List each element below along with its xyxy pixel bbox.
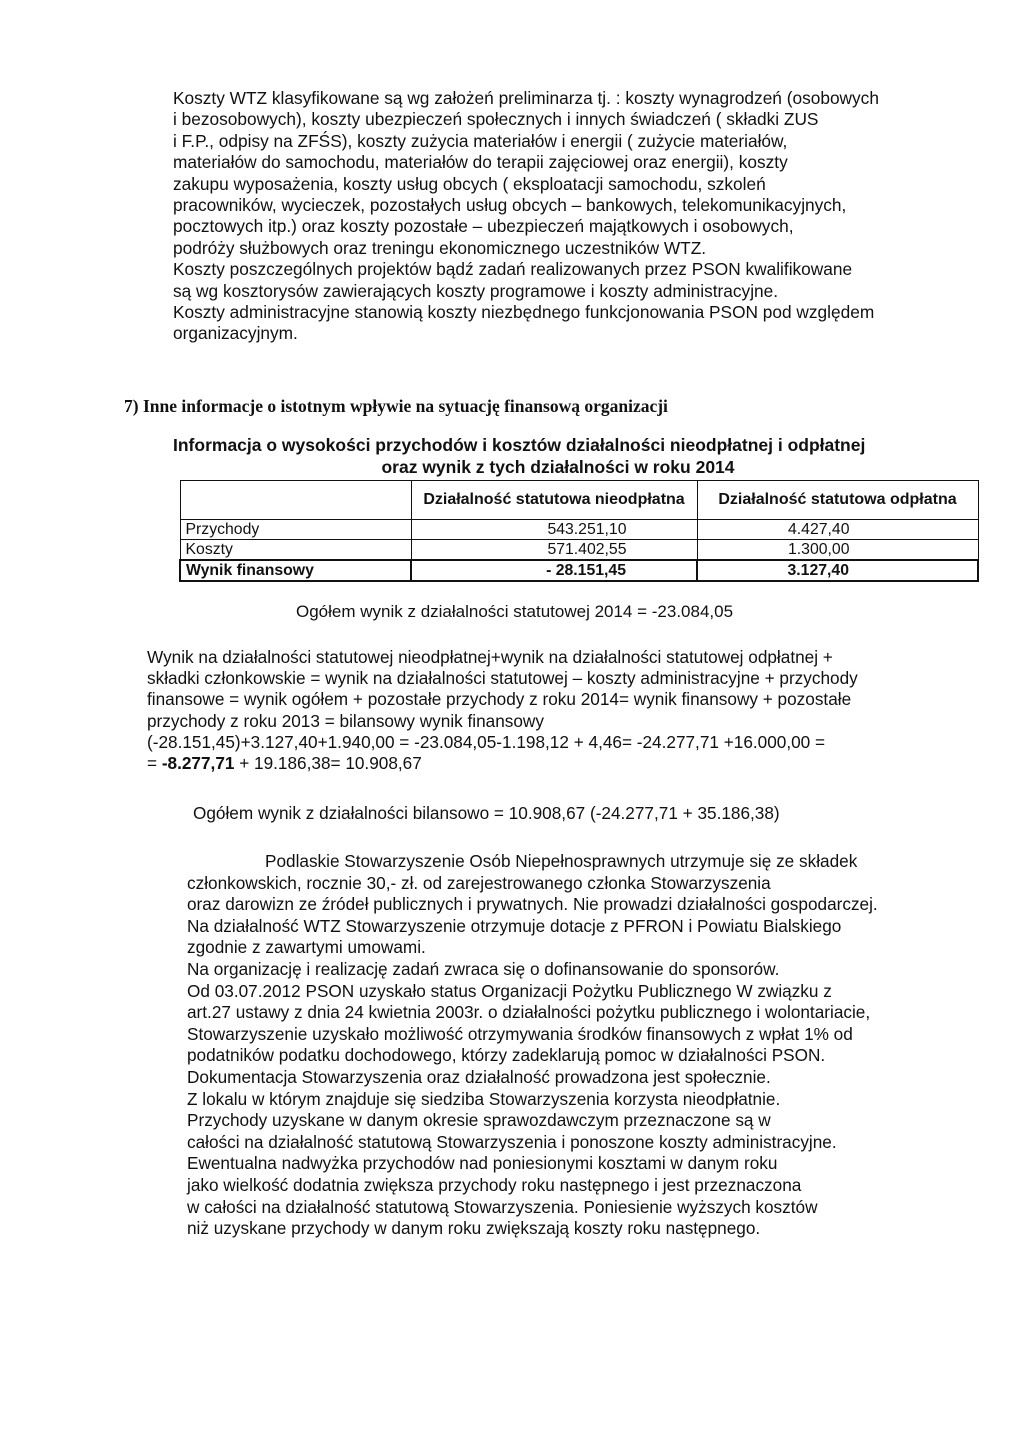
table-header-cell: Działalność statutowa nieodpłatna bbox=[411, 481, 697, 520]
text-line: materiałów do samochodu, materiałów do terapii zajęciowej oraz energii), koszty bbox=[173, 152, 788, 173]
text-line: organizacyjnym. bbox=[173, 323, 298, 344]
text-line: zakupu wyposażenia, koszty usług obcych ( eksploatacji samochodu, szkoleń bbox=[173, 173, 766, 194]
text-line: i bezosobowych), koszty ubezpieczeń społecznych i innych świadczeń ( składki ZUS bbox=[173, 109, 819, 130]
text-line: pocztowych itp.) oraz koszty pozostałe – ubezpieczeń majątkowych i osobowych, bbox=[173, 216, 794, 237]
text-line: i F.P., odpisy na ZFŚS), koszty zużycia materiałów i energii ( zużycie materiałów, bbox=[173, 130, 788, 151]
text-line: całości na działalność statutową Stowarzyszenia i ponoszone koszty administracyjne. bbox=[187, 1131, 837, 1152]
result-formula-paragraph bbox=[147, 647, 1007, 774]
financial-table bbox=[179, 480, 979, 582]
text-line bbox=[147, 753, 1007, 774]
table-cell: - 28.151,45 bbox=[411, 560, 697, 581]
table-cell: 571.402,55 bbox=[411, 540, 697, 561]
text-line: są wg kosztorysów zawierających koszty programowe i koszty administracyjne. bbox=[173, 280, 779, 301]
table-title-line: Informacja o wysokości przychodów i kosztów działalności nieodpłatnej i odpłatnej bbox=[173, 435, 866, 455]
table-cell: 3.127,40 bbox=[697, 560, 978, 581]
text-line: Na działalność WTZ Stowarzyszenie otrzymuje dotacje z PFRON i Powiatu Bialskiego bbox=[187, 915, 842, 936]
text-line: jako wielkość dodatnia zwiększa przychody roku następnego i jest przeznaczona bbox=[187, 1174, 802, 1195]
text-line: składki członkowskie = wynik na działalności statutowej – koszty administracyjne + przychody bbox=[147, 668, 858, 689]
text-line: pracowników, wycieczek, pozostałych usług obcych – bankowych, telekomunikacyjnych, bbox=[173, 195, 847, 216]
text-line: Koszty poszczególnych projektów bądź zadań realizowanych przez PSON kwalifikowane bbox=[173, 259, 853, 280]
table-cell: 1.300,00 bbox=[697, 540, 978, 561]
table-title-line: oraz wynik z tych działalności w roku 2014 bbox=[381, 457, 735, 477]
table-row bbox=[180, 540, 978, 561]
table-cell: 543.251,10 bbox=[411, 520, 697, 540]
text-line: Ewentualna nadwyżka przychodów nad poniesionymi kosztami w danym roku bbox=[187, 1153, 778, 1174]
text-line: zgodnie z zawartymi umowami. bbox=[187, 937, 426, 958]
cost-classification-paragraph bbox=[173, 88, 1003, 345]
table-cell: 4.427,40 bbox=[697, 520, 978, 540]
text-line: podatników podatku dochodowego, którzy zadeklarują pomoc w działalności PSON. bbox=[187, 1045, 826, 1066]
formula-bold-value: -8.277,71 bbox=[161, 753, 235, 774]
formula-prefix: = bbox=[147, 753, 162, 774]
text-line: przychody z roku 2013 = bilansowy wynik finansowy bbox=[147, 710, 544, 731]
text-line: Wynik na działalności statutowej nieodpłatnej+wynik na działalności statutowej odpłatnej + bbox=[147, 647, 833, 667]
formula-suffix: + 19.186,38= 10.908,67 bbox=[234, 753, 422, 774]
text-line: Koszty WTZ klasyfikowane są wg założeń preliminarza tj. : koszty wynagrodzeń (osobowych bbox=[173, 88, 879, 108]
text-line: Na organizację i realizację zadań zwraca się o dofinansowanie do sponsorów. bbox=[187, 958, 780, 979]
table-cell: Przychody bbox=[180, 520, 411, 540]
table-title bbox=[173, 434, 983, 478]
text-line: Stowarzyszenie uzyskało możliwość otrzymywania środków finansowych z wpłat 1% od bbox=[187, 1023, 853, 1044]
text-line: finansowe = wynik ogółem + pozostałe przychody z roku 2014= wynik finansowy + pozostałe bbox=[147, 689, 852, 710]
text-line: Przychody uzyskane w danym okresie sprawozdawczym przeznaczone są w bbox=[187, 1110, 771, 1131]
table-cell: Koszty bbox=[180, 540, 411, 561]
text-line: Koszty administracyjne stanowią koszty niezbędnego funkcjonowania PSON pod względem bbox=[173, 302, 875, 323]
text-line: Z lokalu w którym znajduje się siedziba Stowarzyszenia korzysta nieodpłatnie. bbox=[187, 1088, 781, 1109]
text-line: niż uzyskane przychody w danym roku zwiększają koszty roku następnego. bbox=[187, 1218, 761, 1239]
text-line: Od 03.07.2012 PSON uzyskało status Organizacji Pożytku Publicznego W związku z bbox=[187, 980, 832, 1001]
overall-statutory-result: Ogółem wynik z działalności statutowej 2014 = -23.084,05 bbox=[296, 602, 734, 621]
text-line: (-28.151,45)+3.127,40+1.940,00 = -23.084,05-1.198,12 + 4,46= -24.277,71 +16.000,00 = bbox=[147, 731, 826, 752]
section-heading: 7) Inne informacje o istotnym wpływie na sytuację finansową organizacji bbox=[124, 396, 668, 416]
text-line: Podlaskie Stowarzyszenie Osób Niepełnosprawnych utrzymuje się ze składek bbox=[265, 851, 858, 871]
table-header-cell bbox=[180, 481, 411, 520]
text-line: Dokumentacja Stowarzyszenia oraz działalność prowadzona jest społecznie. bbox=[187, 1066, 771, 1087]
text-line: w całości na działalność statutową Stowarzyszenia. Poniesienie wyższych kosztów bbox=[187, 1196, 818, 1217]
text-line: członkowskich, rocznie 30,- zł. od zarejestrowanego członka Stowarzyszenia bbox=[187, 872, 771, 893]
table-total-row bbox=[180, 560, 978, 581]
text-line: podróży służbowych oraz treningu ekonomicznego uczestników WTZ. bbox=[173, 237, 707, 258]
text-line: art.27 ustawy z dnia 24 kwietnia 2003r. o działalności pożytku publicznego i wolontariacie, bbox=[187, 1002, 871, 1023]
table-cell: Wynik finansowy bbox=[180, 560, 411, 581]
table-header-row bbox=[180, 481, 978, 520]
table-row bbox=[180, 520, 978, 540]
table-header-cell: Działalność statutowa odpłatna bbox=[697, 481, 978, 520]
balance-result-line: Ogółem wynik z działalności bilansowo = 10.908,67 (-24.277,71 + 35.186,38) bbox=[193, 803, 780, 823]
text-line: oraz darowizn ze źródeł publicznych i prywatnych. Nie prowadzi działalności gospodarczej. bbox=[187, 894, 878, 915]
organization-info-paragraph bbox=[187, 851, 1017, 1240]
